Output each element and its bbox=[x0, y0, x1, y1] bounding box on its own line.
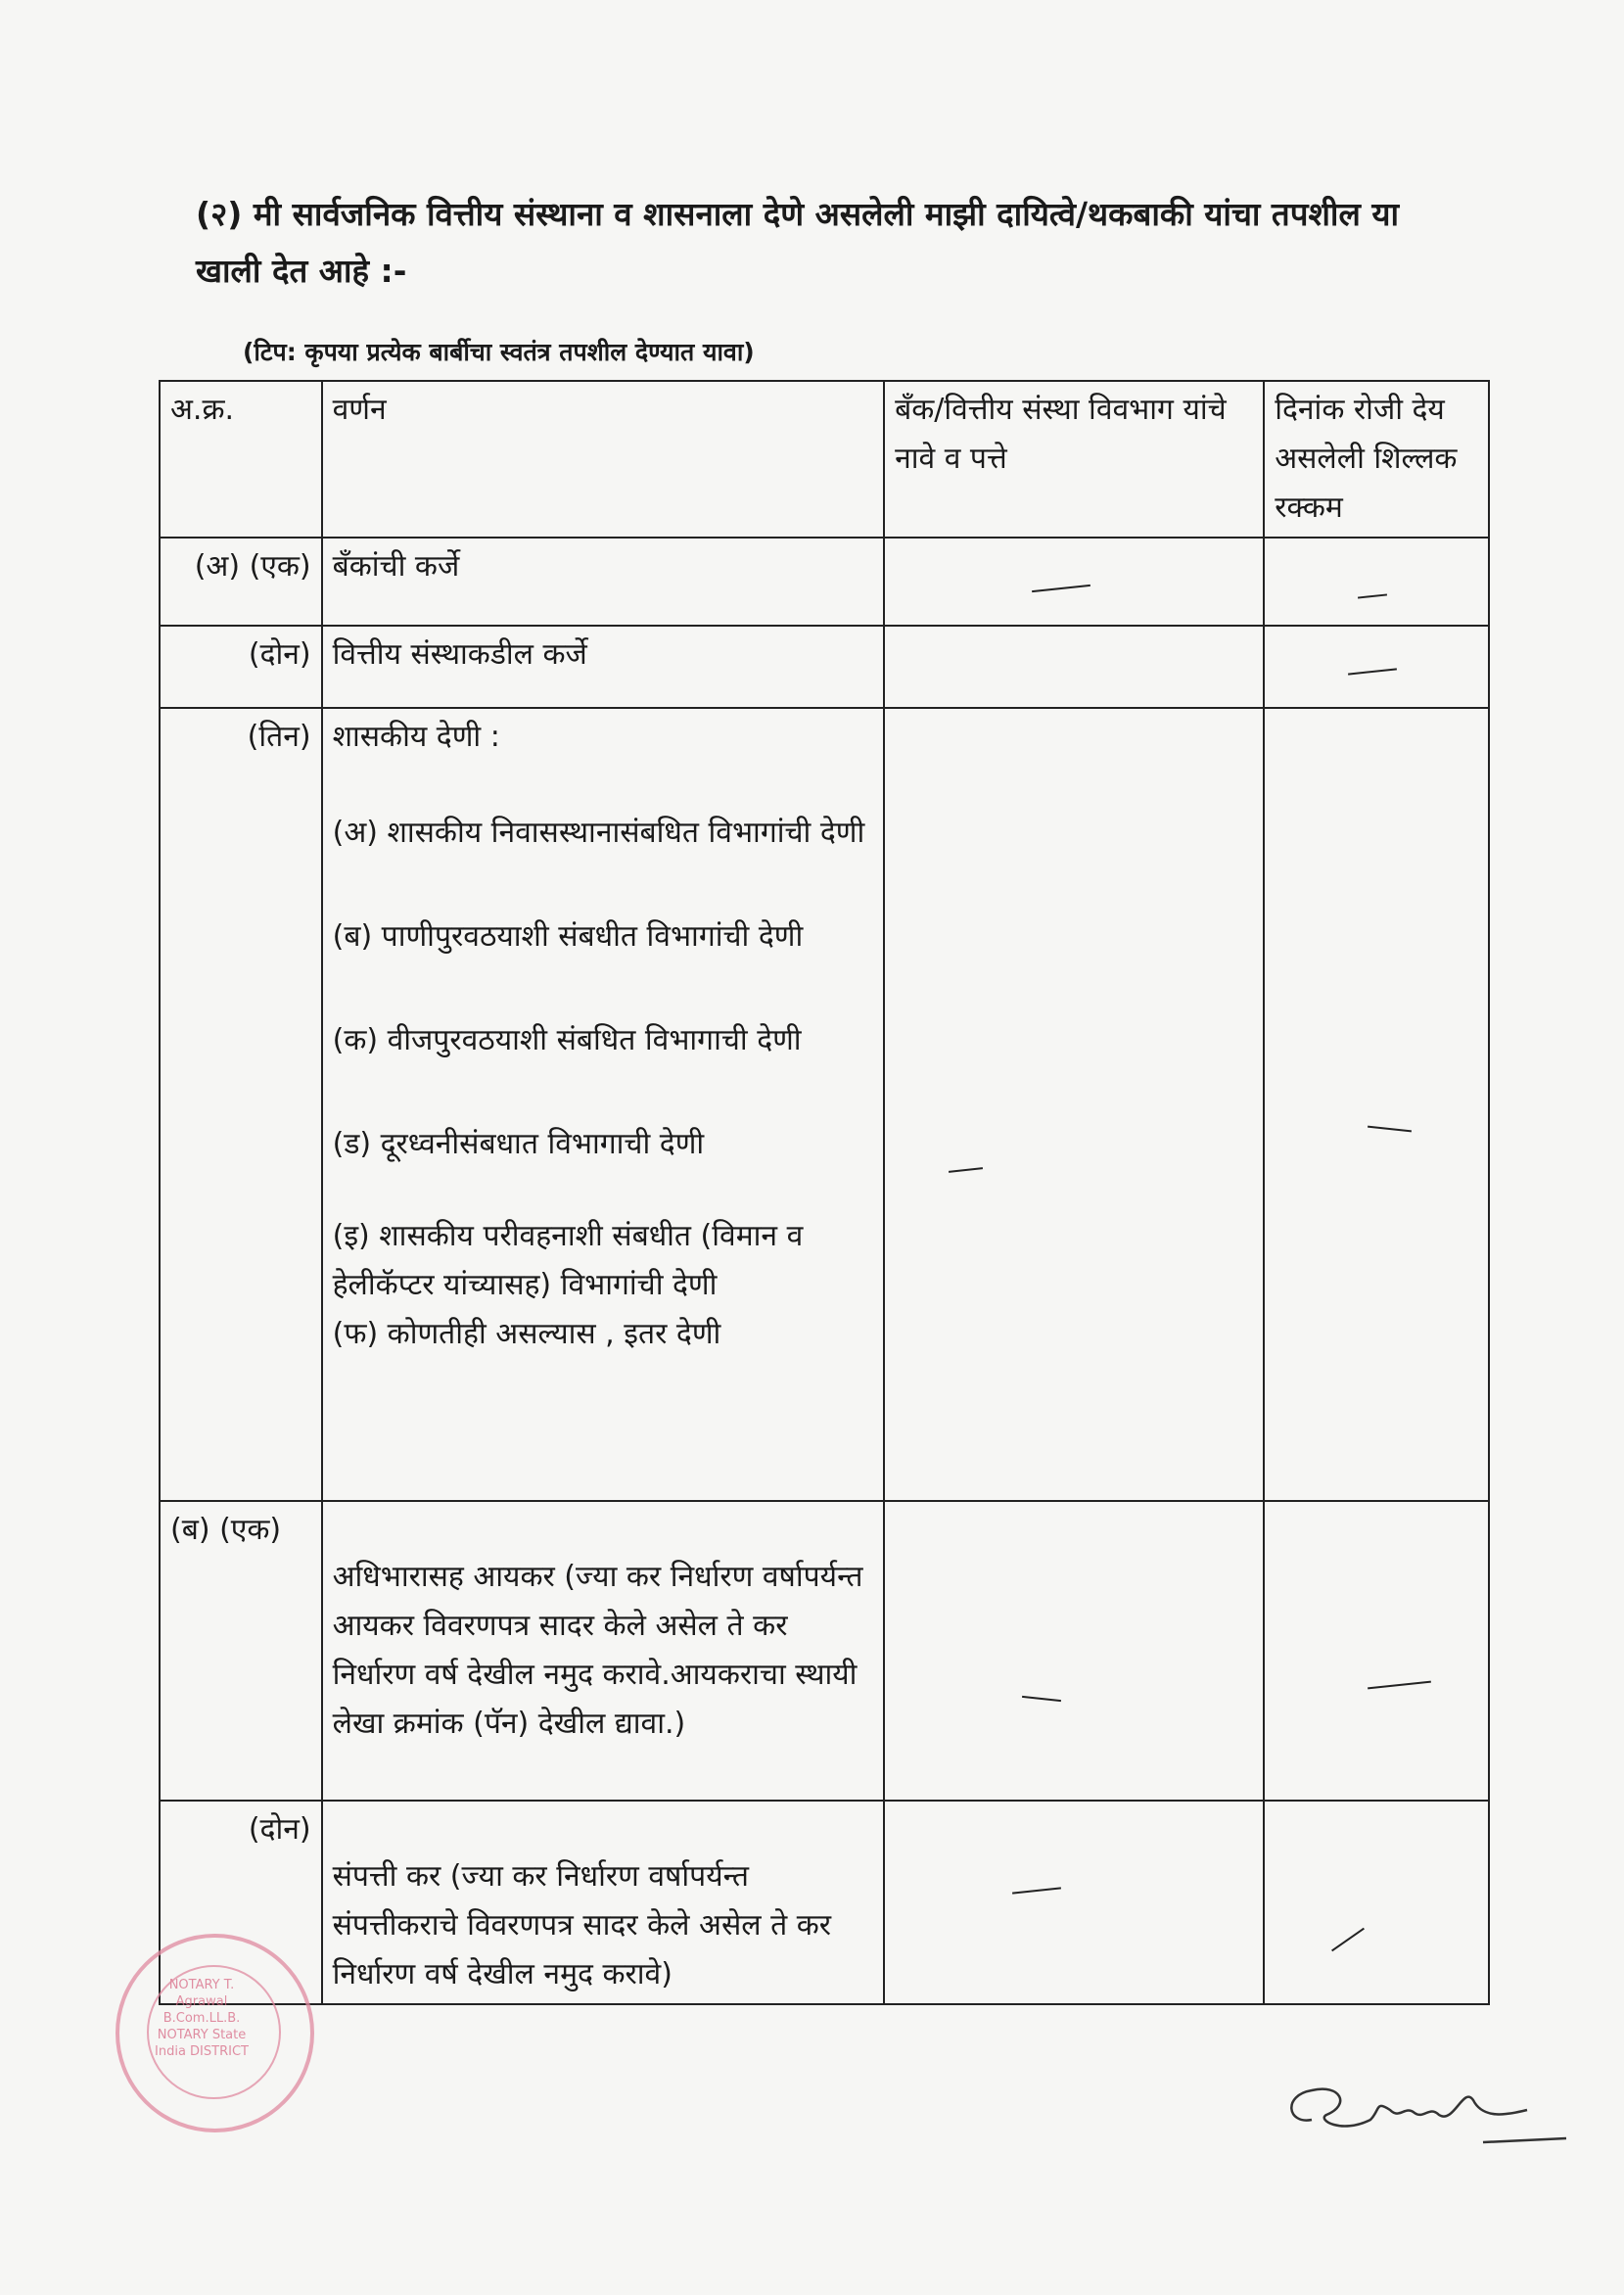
blank-dash-mark bbox=[1012, 1887, 1061, 1894]
govt-dues-item: (ड) दूरध्वनीसंबधात विभागाची देणी bbox=[332, 1127, 705, 1161]
row-bank-cell bbox=[884, 1801, 1264, 2004]
liabilities-table bbox=[159, 380, 1490, 2005]
row-sr: (दोन) bbox=[160, 1801, 322, 2004]
blank-dash-mark bbox=[1358, 593, 1387, 598]
table-row bbox=[160, 1801, 1489, 2004]
row-sr: (दोन) bbox=[160, 626, 322, 708]
row-amount-cell bbox=[1264, 626, 1489, 708]
row-bank-cell bbox=[884, 708, 1264, 1501]
header-amount: दिनांक रोजी देय असलेली शिल्लक रक्कम bbox=[1264, 381, 1489, 538]
blank-dash-mark bbox=[1022, 1696, 1061, 1702]
blank-dash-mark bbox=[1331, 1928, 1365, 1952]
row-desc: बँकांची कर्जे bbox=[322, 538, 884, 626]
row-desc bbox=[322, 1801, 884, 2004]
blank-dash-mark bbox=[1348, 668, 1397, 675]
row-amount-cell bbox=[1264, 538, 1489, 626]
header-sr: अ.क्र. bbox=[160, 381, 322, 538]
heading-line-1: (२) मी सार्वजनिक वित्तीय संस्थाना व शासनाला देणे असलेली माझी दायित्वे/थकबाकी यांचा तपशील या bbox=[196, 195, 1400, 233]
stamp-text: NOTARY T. Agrawal B.Com.LL.B. NOTARY State India DISTRICT bbox=[155, 1978, 249, 2059]
income-tax-desc: अधिभारासह आयकर (ज्या कर निर्धारण वर्षापर्यन्त आयकर विवरणपत्र सादर केले असेल ते कर निर्धारण वर्ष देखील नमुद करावे.आयकराचा स्थायी लेखा क्रमांक (पॅन) देखील द्यावा.) bbox=[332, 1560, 863, 1741]
row-amount-cell bbox=[1264, 1501, 1489, 1801]
blank-dash-mark bbox=[949, 1167, 983, 1173]
row-bank-cell bbox=[884, 538, 1264, 626]
table-row bbox=[160, 538, 1489, 626]
row-bank-cell bbox=[884, 626, 1264, 708]
row-amount-cell bbox=[1264, 708, 1489, 1501]
govt-dues-item: (अ) शासकीय निवासस्थानासंबधित विभागांची देणी bbox=[332, 816, 865, 850]
blank-dash-mark bbox=[1368, 1681, 1431, 1690]
row-desc bbox=[322, 1501, 884, 1801]
govt-dues-item: (फ) कोणतीही असल्यास , इतर देणी bbox=[332, 1317, 721, 1351]
row-desc: वित्तीय संस्थाकडील कर्जे bbox=[322, 626, 884, 708]
header-desc: वर्णन bbox=[322, 381, 884, 538]
row-sr: (तिन) bbox=[160, 708, 322, 1501]
tip-note: (टिप: कृपया प्रत्येक बार्बीचा स्वतंत्र तपशील देण्यात यावा) bbox=[243, 338, 755, 366]
table-row bbox=[160, 1501, 1489, 1801]
row-sr: (ब) (एक) bbox=[160, 1501, 322, 1801]
handwritten-signature bbox=[1282, 2066, 1576, 2154]
row-desc bbox=[322, 708, 884, 1501]
section-heading bbox=[196, 186, 1537, 300]
table-header-row bbox=[160, 381, 1489, 538]
heading-line-2: खाली देत आहे :- bbox=[196, 252, 407, 290]
govt-dues-item: (क) वीजपुरवठयाशी संबधित विभागाची देणी bbox=[332, 1023, 802, 1057]
blank-dash-mark bbox=[1032, 585, 1090, 592]
govt-dues-title: शासकीय देणी : bbox=[332, 720, 500, 754]
row-amount-cell bbox=[1264, 1801, 1489, 2004]
row-sr: (अ) (एक) bbox=[160, 538, 322, 626]
table-row bbox=[160, 708, 1489, 1501]
blank-dash-mark bbox=[1368, 1126, 1412, 1133]
header-bank: बँक/वित्तीय संस्था विवभाग यांचे नावे व पत्ते bbox=[884, 381, 1264, 538]
wealth-tax-desc: संपत्ती कर (ज्या कर निर्धारण वर्षापर्यन्त संपत्तीकराचे विवरणपत्र सादर केले असेल ते कर निर्धारण वर्ष देखील नमुद करावे) bbox=[332, 1859, 832, 1991]
govt-dues-item: (इ) शासकीय परीवहनाशी संबधीत (विमान व हेलीकॅप्टर यांच्यासह) विभागांची देणी bbox=[332, 1219, 804, 1302]
govt-dues-item: (ब) पाणीपुरवठयाशी संबधीत विभागांची देणी bbox=[332, 919, 804, 954]
row-bank-cell bbox=[884, 1501, 1264, 1801]
notary-stamp bbox=[116, 1934, 314, 2132]
table-row bbox=[160, 626, 1489, 708]
